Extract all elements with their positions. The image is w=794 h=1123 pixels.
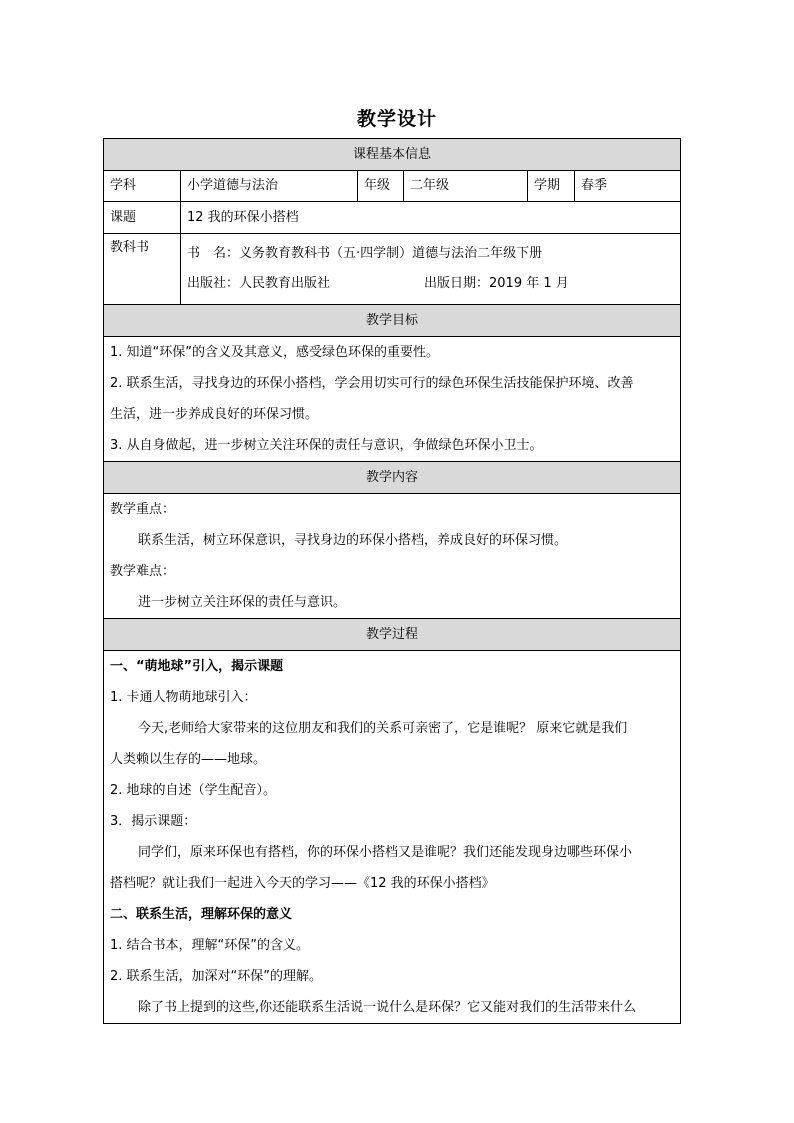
topic-value: 12 我的环保小搭档 — [181, 202, 681, 234]
content-header: 教学内容 — [104, 462, 681, 494]
objective-line: 1. 知道“环保”的含义及其意义，感受绿色环保的重要性。 — [110, 345, 440, 360]
objective-line: 2. 联系生活，寻找身边的环保小搭档，学会用切实可行的绿色环保生活技能保护环境、改善 — [110, 376, 634, 391]
grade-value: 二年级 — [404, 171, 528, 202]
subject-label: 学科 — [104, 171, 181, 202]
term-label: 学期 — [528, 171, 575, 202]
process-line: 除了书上提到的这些,你还能联系生活说一说什么是环保？它又能对我们的生活带来什么 — [138, 1000, 637, 1015]
textbook-label: 教科书 — [104, 234, 181, 305]
process-line: 同学们，原来环保也有搭档，你的环保小搭档又是谁呢？我们还能发现身边哪些环保小 — [138, 845, 633, 860]
topic-label: 课题 — [104, 202, 181, 234]
lesson-plan-table — [103, 138, 681, 1024]
subject-value: 小学道德与法治 — [181, 171, 358, 202]
difficulty-text: 进一步树立关注环保的责任与意识。 — [138, 595, 347, 610]
publish-date: 出版日期：2019 年 1 月 — [424, 276, 569, 291]
process-heading: 二、联系生活，理解环保的意义 — [110, 907, 293, 922]
process-line: 2. 联系生活，加深对“环保”的理解。 — [110, 969, 323, 984]
objectives-header: 教学目标 — [104, 305, 681, 337]
document-title: 教学设计 — [356, 108, 437, 130]
process-body — [104, 651, 681, 1024]
process-header: 教学过程 — [104, 619, 681, 651]
process-line: 2. 地球的自述（学生配音）。 — [110, 783, 277, 798]
textbook-publisher-line — [187, 269, 674, 299]
process-line: 3．揭示课题： — [110, 814, 197, 829]
process-line: 1. 结合书本，理解“环保”的含义。 — [110, 938, 310, 953]
process-heading: 一、“萌地球”引入，揭示课题 — [110, 659, 284, 674]
basic-info-header: 课程基本信息 — [104, 139, 681, 171]
objectives-body — [104, 337, 681, 462]
textbook-info — [181, 234, 681, 305]
process-line: 今天,老师给大家带来的这位朋友和我们的关系可亲密了，它是谁呢？ 原来它就是我们 — [138, 721, 628, 736]
key-points-label: 教学重点： — [110, 502, 176, 517]
content-body — [104, 494, 681, 619]
process-line: 人类赖以生存的——地球。 — [110, 752, 267, 767]
key-points-text: 联系生活，树立环保意识，寻找身边的环保小搭档，养成良好的环保习惯。 — [138, 533, 568, 548]
process-line: 搭档呢？就让我们一起进入今天的学习——《12 我的环保小搭档》 — [110, 876, 495, 891]
objective-line: 3. 从自身做起，进一步树立关注环保的责任与意识，争做绿色环保小卫士。 — [110, 438, 543, 453]
process-line: 1. 卡通人物萌地球引入： — [110, 690, 257, 705]
term-value: 春季 — [575, 171, 681, 202]
difficulty-label: 教学难点： — [110, 564, 176, 579]
textbook-name: 书 名：义务教育教科书（五·四学制）道德与法治二年级下册 — [187, 246, 543, 261]
objective-line: 生活，进一步养成良好的环保习惯。 — [110, 407, 319, 422]
grade-label: 年级 — [358, 171, 404, 202]
publisher: 出版社：人民教育出版社 — [187, 276, 331, 291]
